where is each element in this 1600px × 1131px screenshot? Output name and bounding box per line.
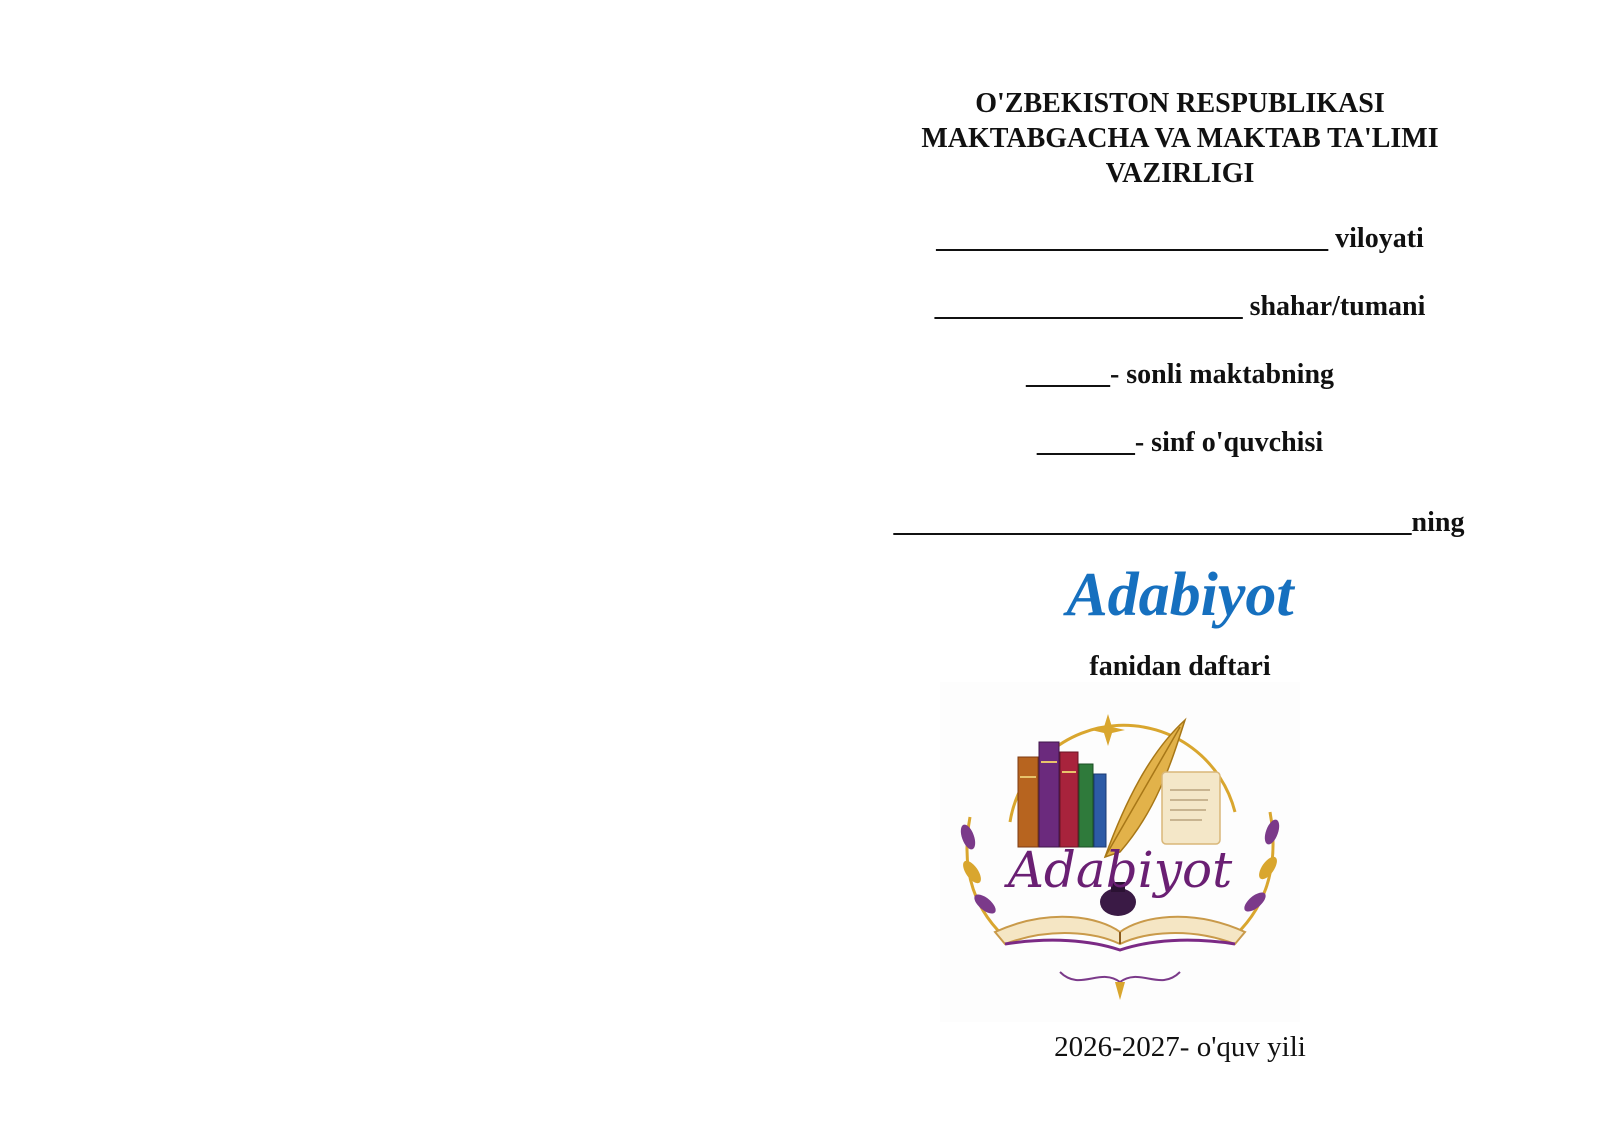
city-field: ______________________ shahar/tumani [934, 291, 1426, 322]
student-name-field: _____________________________________ning [893, 507, 1465, 538]
subject-title: Adabiyot [1066, 561, 1294, 629]
ministry-line-3: VAZIRLIGI [1105, 158, 1255, 189]
school-field: ______- sonli maktabning [1025, 359, 1335, 390]
class-field: _______- sinf o'quvchisi [1036, 427, 1324, 458]
region-field: ____________________________ viloyati [936, 223, 1424, 254]
ministry-line-2: MAKTABGACHA VA MAKTAB TA'LIMI [921, 123, 1439, 154]
emblem-text: Adabiyot [1007, 841, 1233, 899]
literature-emblem-icon [940, 682, 1300, 1022]
cover-front [800, 0, 1600, 1131]
academic-year: 2026-2027- o'quv yili [1054, 1031, 1306, 1063]
subject-subtitle: fanidan daftari [1089, 651, 1271, 682]
ministry-line-1: O'ZBEKISTON RESPUBLIKASI [975, 88, 1385, 119]
ministry-heading [800, 86, 1560, 191]
